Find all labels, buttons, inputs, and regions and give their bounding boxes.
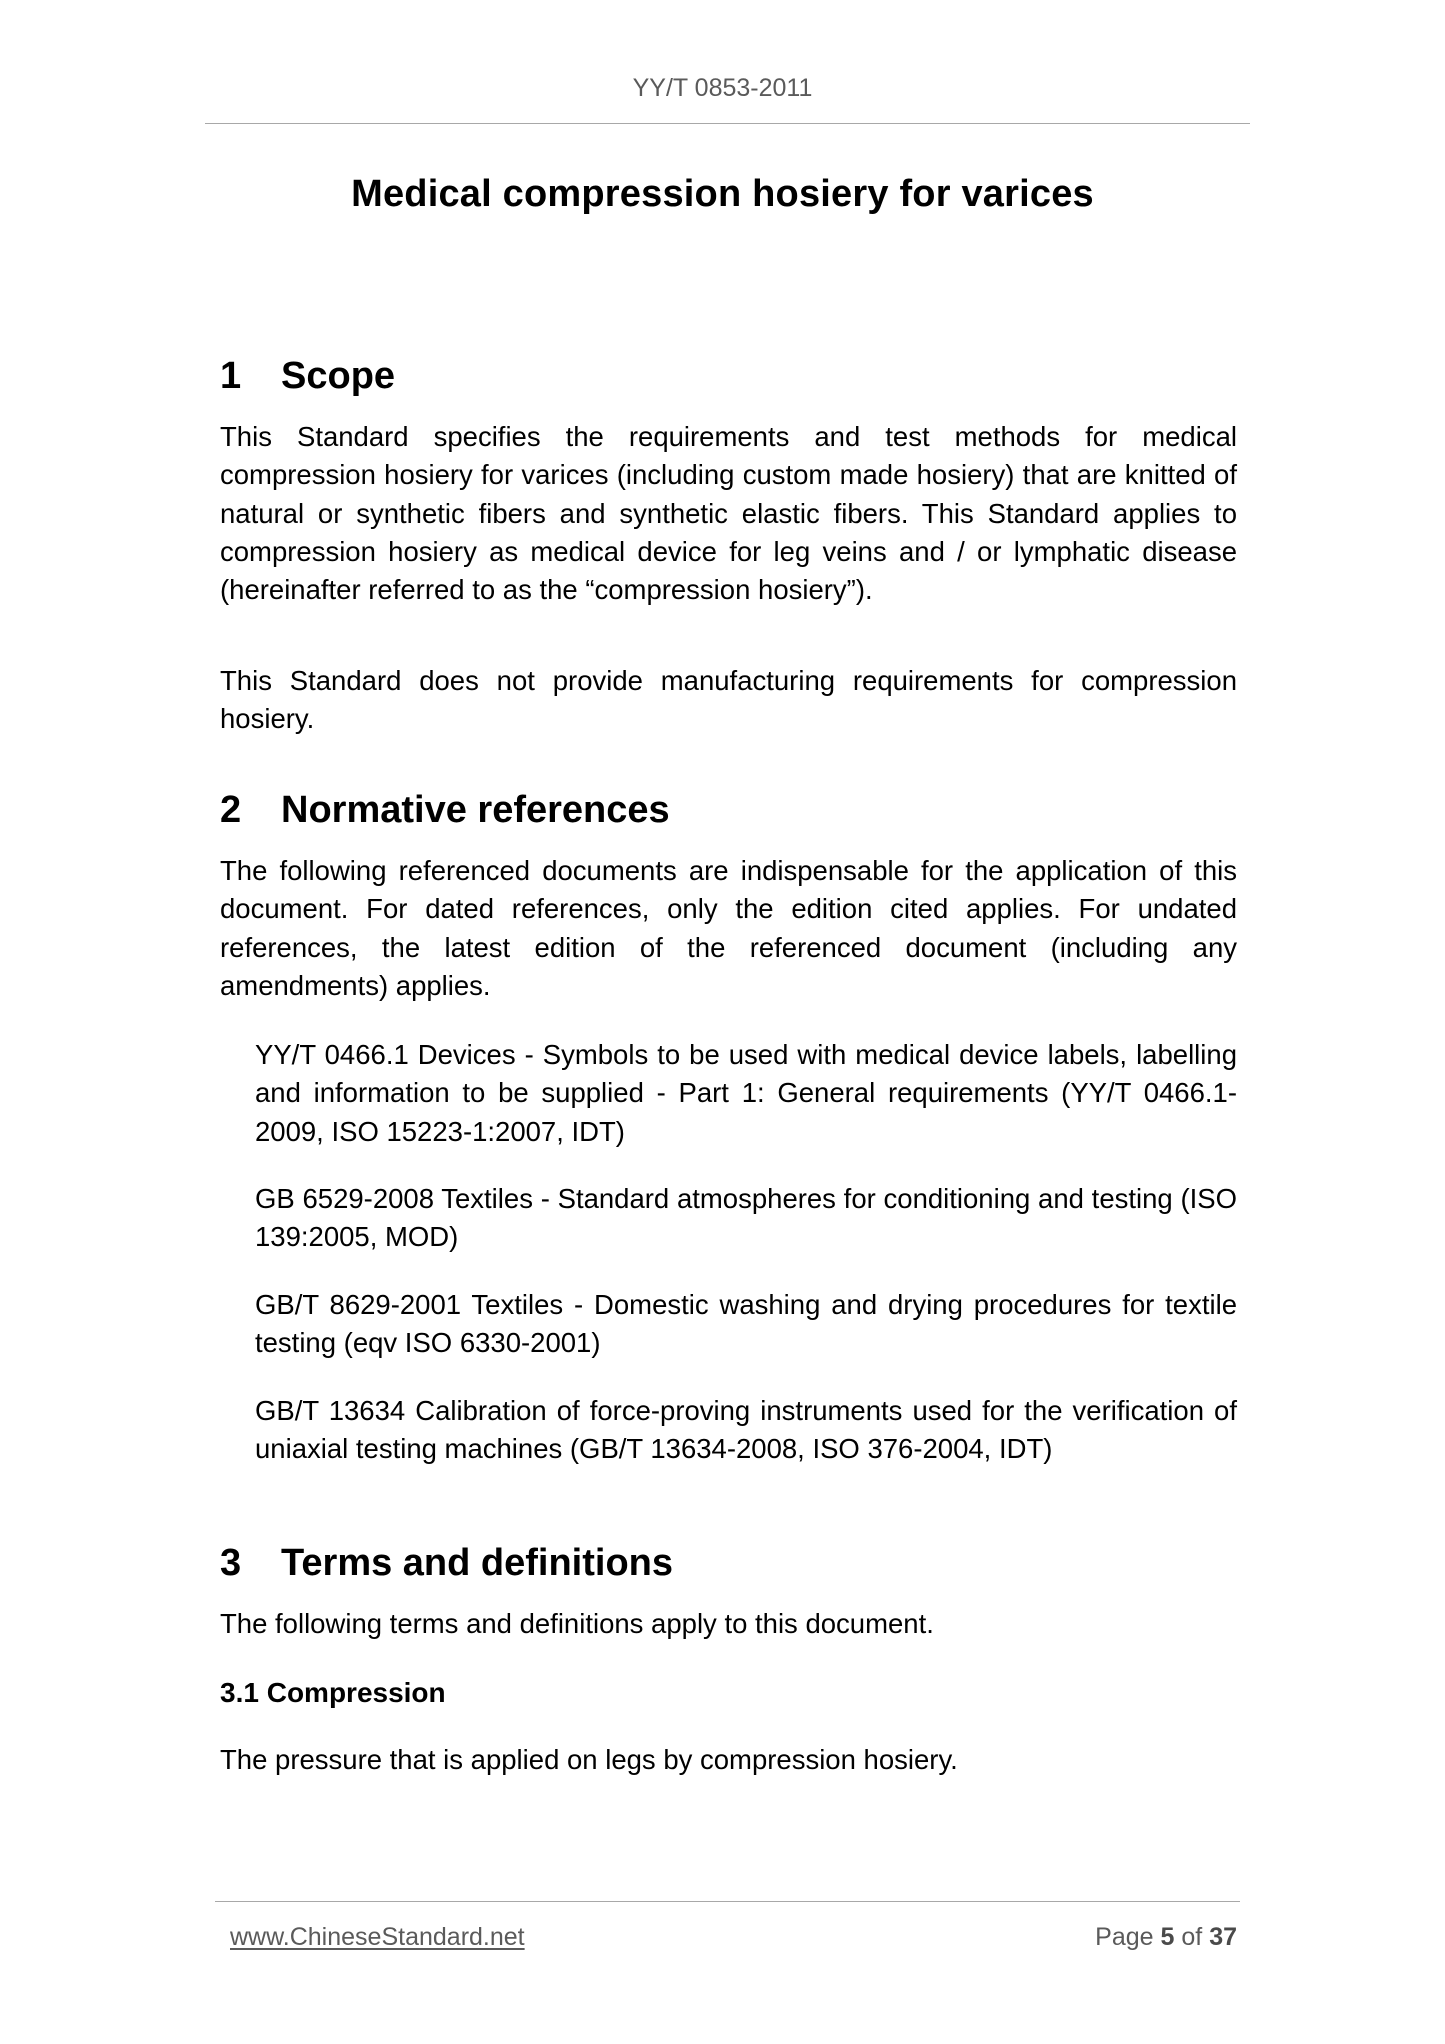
- footer-divider: [215, 1901, 1240, 1902]
- reference-item-gb-6529: GB 6529-2008 Textiles - Standard atmospheres for conditioning and testing (ISO 139:2005, MOD): [255, 1183, 1237, 1253]
- section-title: Scope: [281, 355, 396, 397]
- page-number-indicator: [1095, 1921, 1237, 1953]
- current-page-number: 5: [1160, 1923, 1175, 1951]
- page-prefix: Page: [1095, 1923, 1154, 1951]
- scope-paragraph-1: This Standard specifies the requirements and test methods for medical compression hosiery for varices (including custom made hosiery) that are knitted of natural or synthetic fibers and synthetic elastic fibers. This Standard applies to compression hosiery as medical device for leg veins and / or lymphatic disease (hereinafter referred to as the “compression hosiery”).: [220, 421, 1237, 606]
- terms-intro: The following terms and definitions apply to this document.: [220, 1608, 934, 1639]
- page-of-label: of: [1181, 1923, 1203, 1951]
- document-title: Medical compression hosiery for varices: [351, 173, 1094, 215]
- section-title: Normative references: [281, 789, 670, 831]
- term-definition-compression: The pressure that is applied on legs by compression hosiery.: [220, 1744, 958, 1775]
- section-heading-scope: [220, 352, 395, 400]
- term-number: 3.1: [220, 1677, 259, 1708]
- reference-item-gbt-13634: GB/T 13634 Calibration of force-proving instruments used for the verification of uniaxial testing machines (GB/T 13634-2008, ISO 376-2004, IDT): [255, 1395, 1237, 1465]
- section-title: Terms and definitions: [281, 1542, 674, 1584]
- section-number: 3: [220, 1542, 242, 1584]
- term-heading-compression: [220, 1674, 446, 1712]
- website-link[interactable]: www.ChineseStandard.net: [230, 1923, 525, 1951]
- normative-references-intro: The following referenced documents are indispensable for the application of this document. For dated references, only the edition cited applies. For undated references, the latest edition of the referenced document (including any amendments) applies.: [220, 855, 1237, 1001]
- reference-item-yyt-0466-1: YY/T 0466.1 Devices - Symbols to be used with medical device labels, labelling and information to be supplied - Part 1: General requirements (YY/T 0466.1-2009, ISO 15223-1:2007, IDT): [255, 1039, 1237, 1147]
- reference-item-gbt-8629: GB/T 8629-2001 Textiles - Domestic washing and drying procedures for textile testing (eqv ISO 6330-2001): [255, 1289, 1237, 1359]
- page-header-standard-code: YY/T 0853-2011: [632, 74, 813, 102]
- section-heading-normative-references: [220, 786, 670, 834]
- section-heading-terms-and-definitions: [220, 1539, 673, 1587]
- total-pages-number: 37: [1209, 1923, 1237, 1951]
- header-divider: [205, 123, 1250, 124]
- scope-paragraph-2: This Standard does not provide manufacturing requirements for compression hosiery.: [220, 665, 1237, 735]
- term-name: Compression: [266, 1677, 446, 1708]
- section-number: 2: [220, 789, 242, 831]
- section-number: 1: [220, 355, 242, 397]
